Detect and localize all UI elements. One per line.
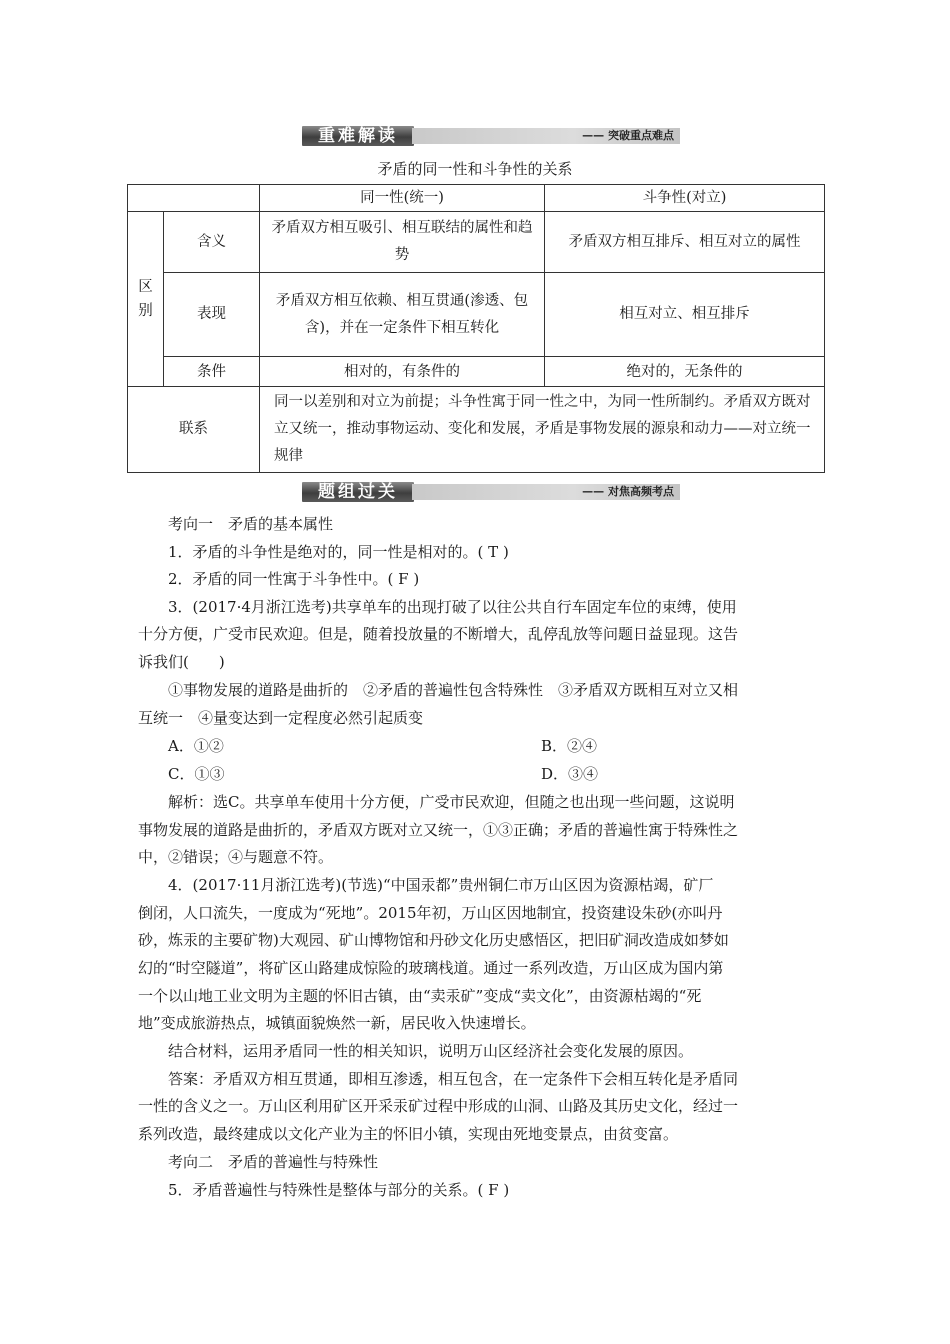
banner-title: 重难解读 <box>318 126 398 146</box>
topic-heading: 考向一 矛盾的基本属性 <box>168 515 334 533</box>
question-4-prompt: 结合材料，运用矛盾同一性的相关知识，说明万山区经济社会变化发展的原因。 <box>168 1042 694 1060</box>
analysis-line: 事物发展的道路是曲折的，矛盾双方既对立又统一，①③正确；矛盾的普遍性寓于特殊性之 <box>138 821 739 839</box>
table-caption: 矛盾的同一性和斗争性的关系 <box>377 160 573 178</box>
section-banner-exercises <box>302 482 680 502</box>
answer-line: 一性的含义之一。万山区利用矿区开采汞矿过程中形成的山洞、山路及其历史文化，经过一 <box>138 1097 739 1115</box>
option-d: D．③④ <box>541 765 599 783</box>
question-1: 1．矛盾的斗争性是绝对的，同一性是相对的。( T ) <box>168 543 509 561</box>
question-3-statements: 互统一 ④量变达到一定程度必然引起质变 <box>138 709 424 727</box>
cell-struggle: 绝对的，无条件的 <box>545 357 825 387</box>
link-text: 同一以差别和对立为前提；斗争性寓于同一性之中，为同一性所制约。矛盾双方既对立又统一，推动事物运动、变化和发展，矛盾是事物发展的源泉和动力——对立统一规律 <box>260 387 825 473</box>
header-identity: 同一性(统一) <box>260 185 545 212</box>
table-row <box>128 273 825 357</box>
banner-title: 题组过关 <box>318 482 398 502</box>
analysis-line: 解析：选C。共享单车使用十分方便，广受市民欢迎，但随之也出现一些问题，这说明 <box>168 793 735 811</box>
question-2: 2．矛盾的同一性寓于斗争性中。( F ) <box>168 570 420 588</box>
option-a: A．①② <box>168 737 224 755</box>
topic-heading: 考向二 矛盾的普遍性与特殊性 <box>168 1153 379 1171</box>
question-3-line: 诉我们( ) <box>138 653 225 671</box>
question-4-line: 一个以山地工业文明为主题的怀旧古镇，由“卖汞矿”变成“卖文化”，由资源枯竭的“死 <box>138 987 702 1005</box>
table-row-link <box>128 387 825 473</box>
question-5: 5．矛盾普遍性与特殊性是整体与部分的关系。( F ) <box>168 1181 510 1199</box>
cell-identity: 相对的，有条件的 <box>260 357 545 387</box>
table-corner-cell <box>128 185 260 212</box>
relationship-table <box>127 184 825 473</box>
question-3-line: 3．(2017·4月浙江选考)共享单车的出现打破了以往公共自行车固定车位的束缚，使用 <box>168 598 737 616</box>
question-4-line: 砂，炼汞的主要矿物)大观园、矿山博物馆和丹砂文化历史感悟区，把旧矿洞改造成如梦如 <box>138 931 729 949</box>
cell-identity: 矛盾双方相互依赖、相互贯通(渗透、包含)，并在一定条件下相互转化 <box>260 273 545 357</box>
group-label: 区 别 <box>128 212 164 387</box>
cell-identity: 矛盾双方相互吸引、相互联结的属性和趋势 <box>260 212 545 273</box>
analysis-line: 中，②错误；④与题意不符。 <box>138 848 334 866</box>
row-label: 含义 <box>164 212 260 273</box>
question-3-statements: ①事物发展的道路是曲折的 ②矛盾的普遍性包含特殊性 ③矛盾双方既相互对立又相 <box>168 681 739 699</box>
question-3-line: 十分方便，广受市民欢迎。但是，随着投放量的不断增大，乱停乱放等问题日益显现。这告 <box>138 625 739 643</box>
question-4-line: 4．(2017·11月浙江选考)(节选)“中国汞都”贵州铜仁市万山区因为资源枯竭，矿厂 <box>168 876 714 894</box>
row-label: 条件 <box>164 357 260 387</box>
question-4-line: 幻的“时空隧道”，将矿区山路建成惊险的玻璃栈道。通过一系列改造，万山区成为国内第 <box>138 959 724 977</box>
answer-line: 系列改造，最终建成以文化产业为主的怀旧小镇，实现由死地变景点，由贫变富。 <box>138 1125 679 1143</box>
banner-subtitle: —— 对焦高频考点 <box>582 485 674 498</box>
option-b: B．②④ <box>541 737 598 755</box>
option-c: C．①③ <box>168 765 225 783</box>
link-label: 联系 <box>128 387 260 473</box>
row-label: 表现 <box>164 273 260 357</box>
banner-title-block <box>302 126 414 146</box>
banner-title-block <box>302 482 414 502</box>
table-header-row <box>128 185 825 212</box>
table-row <box>128 357 825 387</box>
question-4-line: 地”变成旅游热点，城镇面貌焕然一新，居民收入快速增长。 <box>138 1014 536 1032</box>
table-row <box>128 212 825 273</box>
cell-struggle: 矛盾双方相互排斥、相互对立的属性 <box>545 212 825 273</box>
header-struggle: 斗争性(对立) <box>545 185 825 212</box>
banner-subtitle: —— 突破重点难点 <box>582 129 674 142</box>
question-4-line: 倒闭，人口流失，一度成为“死地”。2015年初，万山区因地制宜，投资建设朱砂(亦叫丹 <box>138 904 723 922</box>
section-banner-key-points <box>302 126 680 146</box>
cell-struggle: 相互对立、相互排斥 <box>545 273 825 357</box>
answer-line: 答案：矛盾双方相互贯通，即相互渗透，相互包含，在一定条件下会相互转化是矛盾同 <box>168 1070 739 1088</box>
